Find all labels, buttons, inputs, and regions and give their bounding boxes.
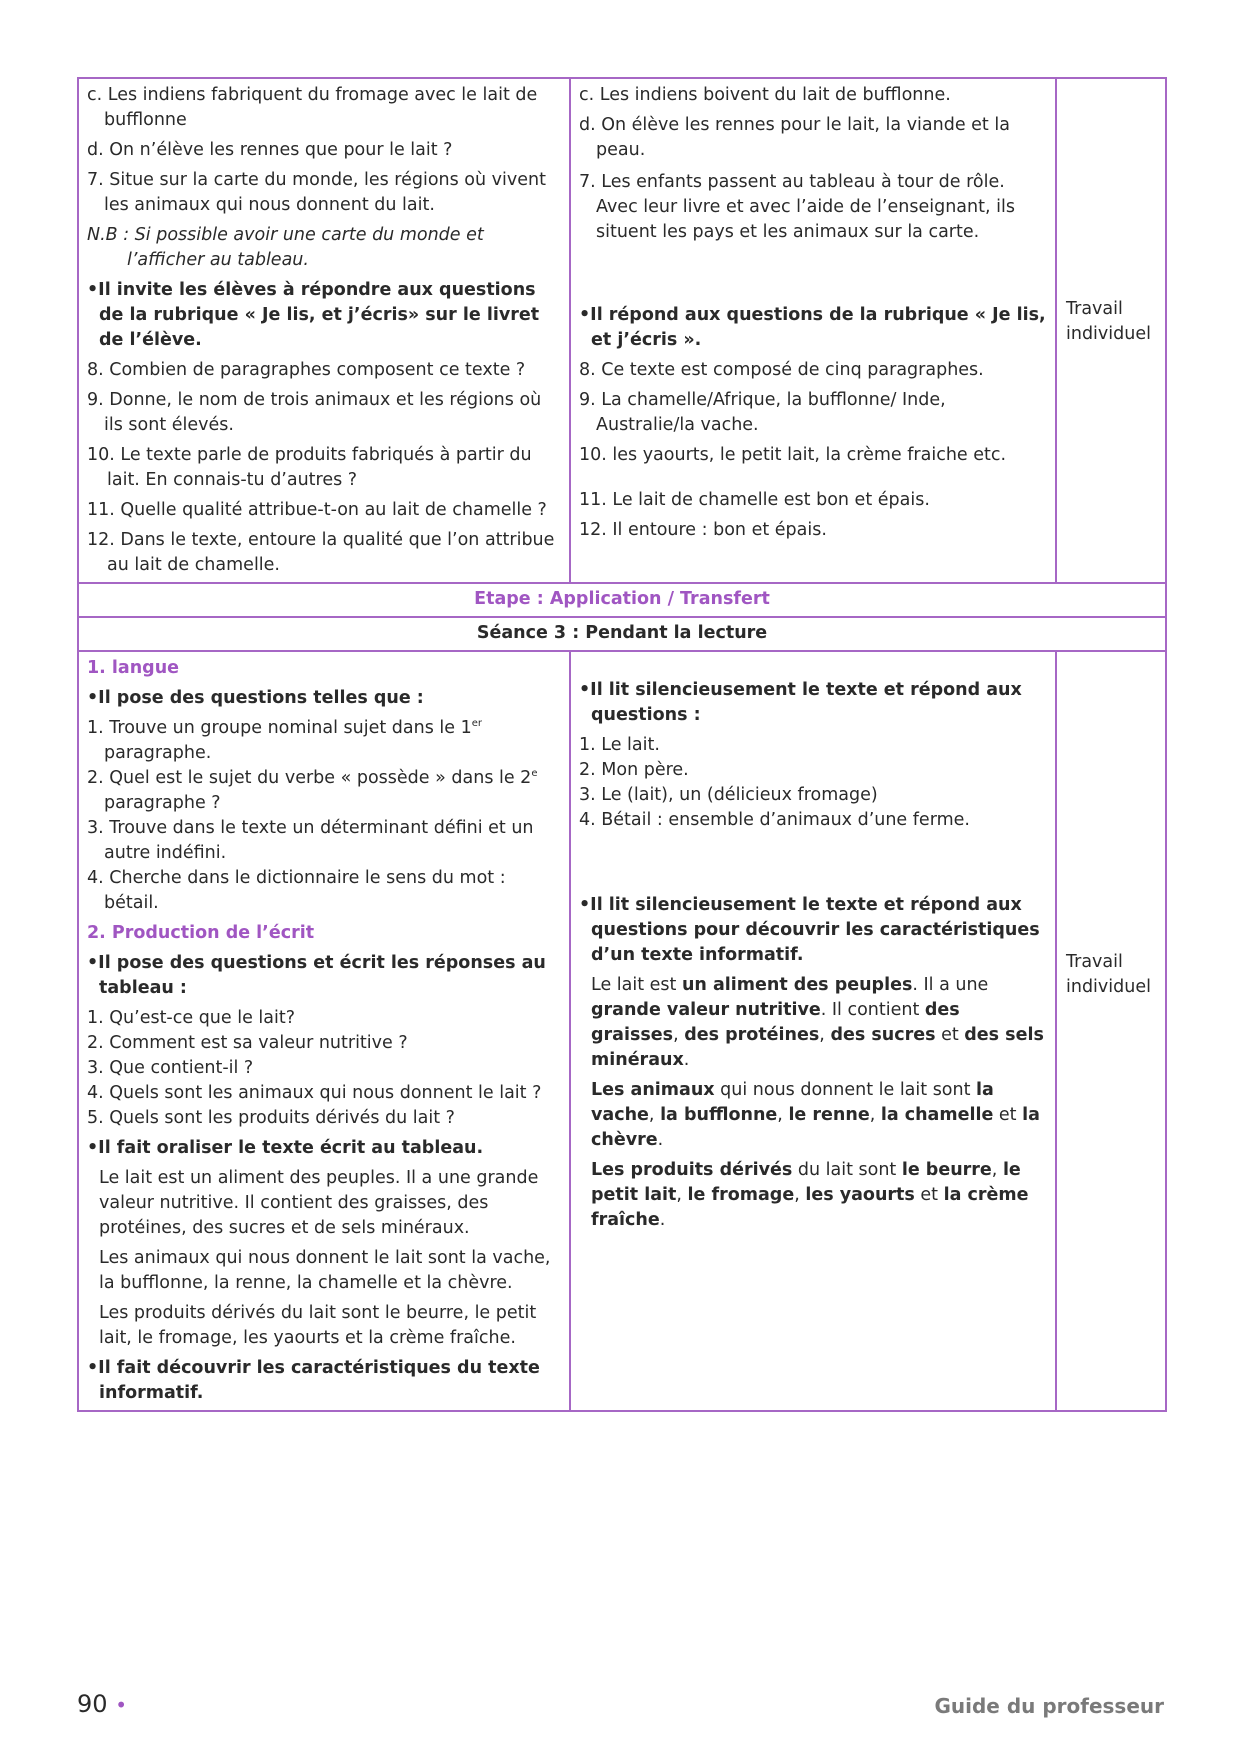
answer-8: 8. Ce texte est composé de cinq paragraphes. bbox=[579, 360, 984, 380]
student-lit-1: •Il lit silencieusement le texte et répond aux questions : bbox=[579, 680, 1022, 725]
answer-10: 10. les yaourts, le petit lait, la crème fraiche etc. bbox=[579, 445, 1007, 465]
question-c: c. Les indiens fabriquent du fromage avec le lait de bufflonne bbox=[87, 85, 538, 130]
question-9: 9. Donne, le nom de trois animaux et les régions où ils sont élevés. bbox=[87, 390, 542, 435]
production-q4: 4. Quels sont les animaux qui nous donnent le lait ? bbox=[87, 1083, 542, 1103]
top-row bbox=[79, 79, 1165, 582]
langue-q3: 3. Trouve dans le texte un déterminant défini et un autre indéfini. bbox=[87, 818, 534, 863]
etape-heading: Etape : Application / Transfert bbox=[79, 582, 1165, 616]
bottom-row bbox=[79, 650, 1165, 1410]
answer-d: d. On élève les rennes pour le lait, la viande et la peau. bbox=[579, 115, 1010, 160]
question-d: d. On n’élève les rennes que pour le lait ? bbox=[87, 140, 453, 160]
teacher-invite: •Il invite les élèves à répondre aux questions de la rubrique « Je lis, et j’écris» sur le livret de l’élève. bbox=[87, 280, 540, 350]
lesson-table bbox=[77, 77, 1167, 1412]
langue-answer-4: 4. Bétail : ensemble d’animaux d’une ferme. bbox=[579, 810, 970, 830]
answer-12: 12. Il entoure : bon et épais. bbox=[579, 520, 827, 540]
teacher-column-top bbox=[79, 79, 571, 582]
student-text-2: Les animaux qui nous donnent le lait sont la vache, la bufflonne, le renne, la chamelle et la chèvre. bbox=[591, 1080, 1040, 1150]
student-column-bottom bbox=[571, 652, 1057, 1410]
page-number: 90 • bbox=[77, 1690, 127, 1718]
teacher-column-bottom bbox=[79, 652, 571, 1410]
langue-q4: 4. Cherche dans le dictionnaire le sens du mot : bétail. bbox=[87, 868, 506, 913]
question-11: 11. Quelle qualité attribue-t-on au lait de chamelle ? bbox=[87, 500, 547, 520]
question-7: 7. Situe sur la carte du monde, les régions où vivent les animaux qui nous donnent du lait. bbox=[87, 170, 546, 215]
student-answer-intro: •Il répond aux questions de la rubrique « Je lis, et j’écris ». bbox=[579, 305, 1046, 350]
question-8: 8. Combien de paragraphes composent ce texte ? bbox=[87, 360, 526, 380]
mode-column-bottom bbox=[1057, 652, 1165, 1410]
production-q3: 3. Que contient-il ? bbox=[87, 1058, 254, 1078]
langue-q2: 2. Quel est le sujet du verbe « possède » dans le 2e paragraphe ? bbox=[87, 768, 538, 813]
mode-column-top bbox=[1057, 79, 1165, 582]
work-mode-bottom: Travail individuel bbox=[1066, 952, 1151, 997]
langue-answer-3: 3. Le (lait), un (délicieux fromage) bbox=[579, 785, 878, 805]
langue-answer-2: 2. Mon père. bbox=[579, 760, 689, 780]
question-12: 12. Dans le texte, entoure la qualité que l’on attribue au lait de chamelle. bbox=[87, 530, 555, 575]
teacher-decouvrir: •Il fait découvrir les caractéristiques du texte informatif. bbox=[87, 1358, 540, 1403]
answer-11: 11. Le lait de chamelle est bon et épais. bbox=[579, 490, 930, 510]
footer-title: Guide du professeur bbox=[934, 1694, 1164, 1718]
board-text-1: Le lait est un aliment des peuples. Il a une grande valeur nutritive. Il contient des graisses, des protéines, des sucres et de sels minéraux. bbox=[99, 1168, 539, 1238]
answer-9: 9. La chamelle/Afrique, la bufflonne/ Inde, Australie/la vache. bbox=[579, 390, 946, 435]
nb-note: N.B : Si possible avoir une carte du monde et l’afficher au tableau. bbox=[87, 225, 484, 270]
board-text-3: Les produits dérivés du lait sont le beurre, le petit lait, le fromage, les yaourts et la crème fraîche. bbox=[99, 1303, 537, 1348]
work-mode-top: Travail individuel bbox=[1066, 299, 1151, 344]
langue-heading: 1. langue bbox=[87, 658, 180, 678]
production-heading: 2. Production de l’écrit bbox=[87, 923, 315, 943]
langue-q1: 1. Trouve un groupe nominal sujet dans le 1er paragraphe. bbox=[87, 718, 482, 763]
production-q1: 1. Qu’est-ce que le lait? bbox=[87, 1008, 296, 1028]
student-text-3: Les produits dérivés du lait sont le beurre, le petit lait, le fromage, les yaourts et la crème fraîche. bbox=[591, 1160, 1029, 1230]
board-text-2: Les animaux qui nous donnent le lait sont la vache, la bufflonne, la renne, la chamelle et la chèvre. bbox=[99, 1248, 551, 1293]
teacher-oraliser: •Il fait oraliser le texte écrit au tableau. bbox=[87, 1138, 484, 1158]
teacher-pose-questions: •Il pose des questions telles que : bbox=[87, 688, 424, 708]
production-q2: 2. Comment est sa valeur nutritive ? bbox=[87, 1033, 408, 1053]
seance-heading: Séance 3 : Pendant la lecture bbox=[79, 616, 1165, 650]
question-10: 10. Le texte parle de produits fabriqués à partir du lait. En connais-tu d’autres ? bbox=[87, 445, 532, 490]
langue-answer-1: 1. Le lait. bbox=[579, 735, 660, 755]
student-column-top bbox=[571, 79, 1057, 582]
student-lit-2: •Il lit silencieusement le texte et répond aux questions pour découvrir les caractéristiques d’un texte informatif. bbox=[579, 895, 1040, 965]
answer-7: 7. Les enfants passent au tableau à tour de rôle. Avec leur livre et avec l’aide de l’enseignant, ils situent les pays et les animaux sur la carte. bbox=[579, 172, 1015, 242]
student-text-1: Le lait est un aliment des peuples. Il a une grande valeur nutritive. Il contient des graisses, des protéines, des sucres et des sels minéraux. bbox=[591, 975, 1044, 1070]
teacher-pose-ecrit: •Il pose des questions et écrit les réponses au tableau : bbox=[87, 953, 546, 998]
production-q5: 5. Quels sont les produits dérivés du lait ? bbox=[87, 1108, 455, 1128]
footer-dot: • bbox=[115, 1693, 127, 1717]
answer-c: c. Les indiens boivent du lait de bufflonne. bbox=[579, 85, 951, 105]
